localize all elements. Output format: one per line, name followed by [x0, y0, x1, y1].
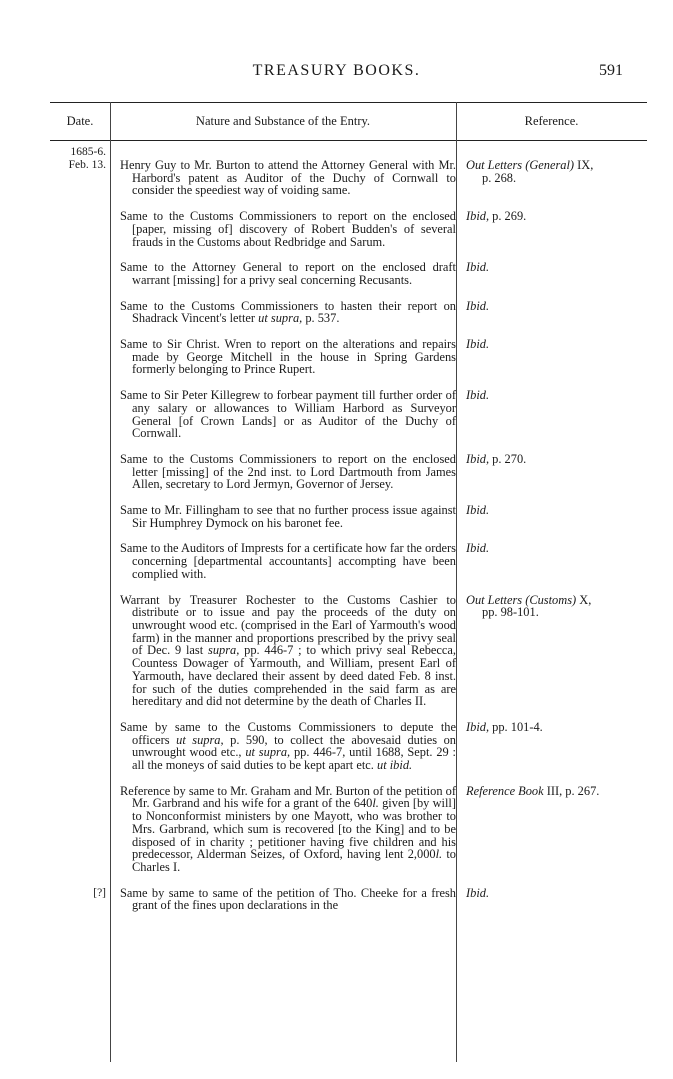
reference-italic: Ibid,: [466, 451, 490, 466]
entry-nature: [120, 261, 456, 286]
reference-italic: Ibid.: [466, 541, 490, 556]
entry-text: Reference by same to Mr. Graham and Mr. Burton of the petition of Mr. Garbrand and his wife for a grant of the 640: [120, 783, 456, 811]
entry-nature: [120, 542, 456, 580]
entry-date: [50, 887, 106, 900]
reference-text: pp. 101-4.: [489, 719, 543, 734]
reference-italic: Ibid.: [466, 260, 490, 275]
entry-text: Same to the Customs Commissioners to report on the enclosed [paper, missing of] discovery of Robert Budden's of several frauds in the Customs about Redbridge and Sarum.: [120, 209, 456, 249]
reference-italic: Out Letters (Customs): [466, 592, 577, 607]
table-top-rule: [50, 102, 647, 103]
table-row: [50, 542, 647, 580]
running-head: [0, 62, 673, 86]
entry-nature: [120, 210, 456, 248]
table-row: [50, 338, 647, 376]
entry-text: Same to the Attorney General to report on the enclosed draft warrant [missing] for a privy seal concerning Recusants.: [120, 260, 456, 287]
reference-italic: Ibid.: [466, 503, 490, 518]
entry-nature: [120, 146, 456, 197]
entry-date-line: Feb. 13.: [68, 158, 106, 171]
reference-italic: Out Letters (General): [466, 158, 575, 172]
table-header-rule: [50, 140, 647, 141]
table-row: [50, 504, 647, 529]
table-row: [50, 389, 647, 440]
entry-nature: [120, 594, 456, 708]
entry-text-italic: supra,: [208, 643, 240, 658]
entry-text: Same to the Customs Commissioners to report on the enclosed letter [missing] of the 2nd inst. to Lord Dartmouth from James Allen, secretary to Lord Jermyn, Governor of Jersey.: [120, 451, 456, 492]
entry-reference: [466, 261, 642, 274]
entry-text-italic: ut supra,: [245, 745, 291, 760]
entry-reference: [466, 721, 642, 734]
page-number: 591: [599, 62, 623, 79]
entry-reference: [466, 159, 642, 184]
entry-text-italic: ut supra,: [258, 311, 303, 326]
reference-text: IX,: [574, 158, 594, 172]
entry-text: p. 537.: [302, 311, 340, 326]
reference-italic: Ibid.: [466, 337, 490, 352]
table-row: [50, 594, 647, 708]
entry-text: Henry Guy to Mr. Burton to attend the Attorney General with Mr. Harbord's patent as Auditor of the Duchy of Cornwall to consider the speediest way of voiding same.: [120, 158, 456, 198]
reference-italic: Ibid,: [466, 209, 490, 224]
reference-italic: Ibid.: [466, 388, 490, 403]
entries-list: [50, 146, 647, 925]
entry-nature: [120, 300, 456, 325]
entry-text: given [by will] to Nonconformist ministers by one Mayott, who was brother to Mrs. Garbrand, which sum is recovered [to the King] and to be disposed of in charity ; petitioner having five children and his predecessor, Alderman Seizes, of Oxford, having lent 2,000: [132, 796, 456, 862]
entry-text-italic: l.: [435, 847, 443, 862]
entry-text: to Charles I.: [132, 847, 456, 874]
entry-text: Same to the Customs Commissioners to hasten their report on Shadrack Vincent's letter: [120, 298, 456, 326]
entry-reference: [466, 542, 642, 555]
entry-text-italic: ut supra,: [176, 732, 224, 747]
table-row: [50, 300, 647, 325]
entry-date-line: 1685-6.: [70, 146, 106, 158]
entry-date: [50, 146, 106, 171]
entry-nature: [120, 785, 456, 874]
entry-reference: [466, 210, 642, 223]
entry-text: Same to the Auditors of Imprests for a certificate how far the orders concerning [departmental accountants] accompting have been complied with.: [120, 541, 456, 581]
table-row: [50, 721, 647, 772]
table-row: [50, 887, 647, 912]
entry-text: pp. 446-7, until 1688, Sept. 29 : all the moneys of said duties to be kept apart etc.: [132, 745, 456, 773]
entry-text-italic: l.: [372, 796, 379, 811]
entry-nature: [120, 389, 456, 440]
entry-text: Same to Sir Peter Killegrew to forbear payment till further order of any salary or allowances to William Harbord as Surveyor General [of Crown Lands] or as Auditor of the Duchy of Cornwall.: [120, 388, 456, 441]
entry-date-line: [?]: [93, 886, 106, 899]
reference-text: p. 269.: [489, 209, 527, 224]
entry-nature: [120, 887, 456, 912]
reference-text: p. 268.: [482, 170, 517, 185]
entry-nature: [120, 504, 456, 529]
reference-text: X,: [576, 592, 592, 607]
entry-reference: [466, 389, 642, 402]
entry-text: Same to Sir Christ. Wren to report on the alterations and repairs made by George Mitchell in the house in Spring Gardens formerly belonging to Prince Rupert.: [120, 337, 456, 377]
entry-text: Same by same to same of the petition of Tho. Cheeke for a fresh grant of the fines upon declarations in the: [120, 885, 456, 913]
reference-text: pp. 98-101.: [482, 605, 539, 620]
entry-reference: [466, 300, 642, 313]
entry-text-italic: ut ibid.: [377, 758, 413, 773]
column-header-nature: Nature and Substance of the Entry.: [195, 114, 371, 128]
table-row: [50, 261, 647, 286]
entry-text: Warrant by Treasurer Rochester to the Customs Cashier to distribute or to issue and pay the proceeds of the duty on unwrought wood etc. (comprised in the Earl of Yarmouth's wood farm) in the manner and proportions prescribed by the privy seal of Dec. 9 last: [120, 592, 456, 658]
entry-nature: [120, 338, 456, 376]
entry-reference: [466, 453, 642, 466]
reference-text: p. 270.: [489, 451, 527, 466]
entry-text: pp. 446-7 ; to which privy seal Rebecca, Countess Dowager of Yarmouth, and William, present Earl of Yarmouth, have declared their assent by deed dated Feb. 8 inst. for such of the duties comprehended in the said farm as are hereditary and did not determine by the death of Charles II.: [132, 643, 456, 709]
reference-italic: Ibid.: [466, 885, 490, 900]
entry-reference: [466, 504, 642, 517]
entry-reference: [466, 594, 642, 619]
reference-italic: Reference Book: [466, 783, 544, 798]
table-row: [50, 453, 647, 491]
entry-text: p. 590, to collect the abovesaid duties on unwrought wood etc.,: [132, 732, 456, 760]
reference-italic: Ibid,: [466, 719, 490, 734]
entry-reference: [466, 887, 642, 900]
table-row: [50, 785, 647, 874]
entry-nature: [120, 721, 456, 772]
table-row: [50, 210, 647, 248]
reference-italic: Ibid.: [466, 298, 490, 313]
entry-text: Same to Mr. Fillingham to see that no further process issue against Sir Humphrey Dymock on his baronet fee.: [120, 503, 456, 530]
column-header-reference: Reference.: [524, 114, 579, 128]
entry-reference: [466, 785, 642, 798]
entry-reference: [466, 338, 642, 351]
reference-text: III, p. 267.: [543, 783, 600, 798]
column-header-date: Date.: [66, 114, 94, 128]
entry-nature: [120, 453, 456, 491]
entry-text: Same by same to the Customs Commissioners to depute the officers: [120, 719, 456, 747]
table-row: [50, 146, 647, 197]
running-title: TREASURY BOOKS.: [252, 62, 421, 79]
entries-table: [50, 102, 647, 1062]
